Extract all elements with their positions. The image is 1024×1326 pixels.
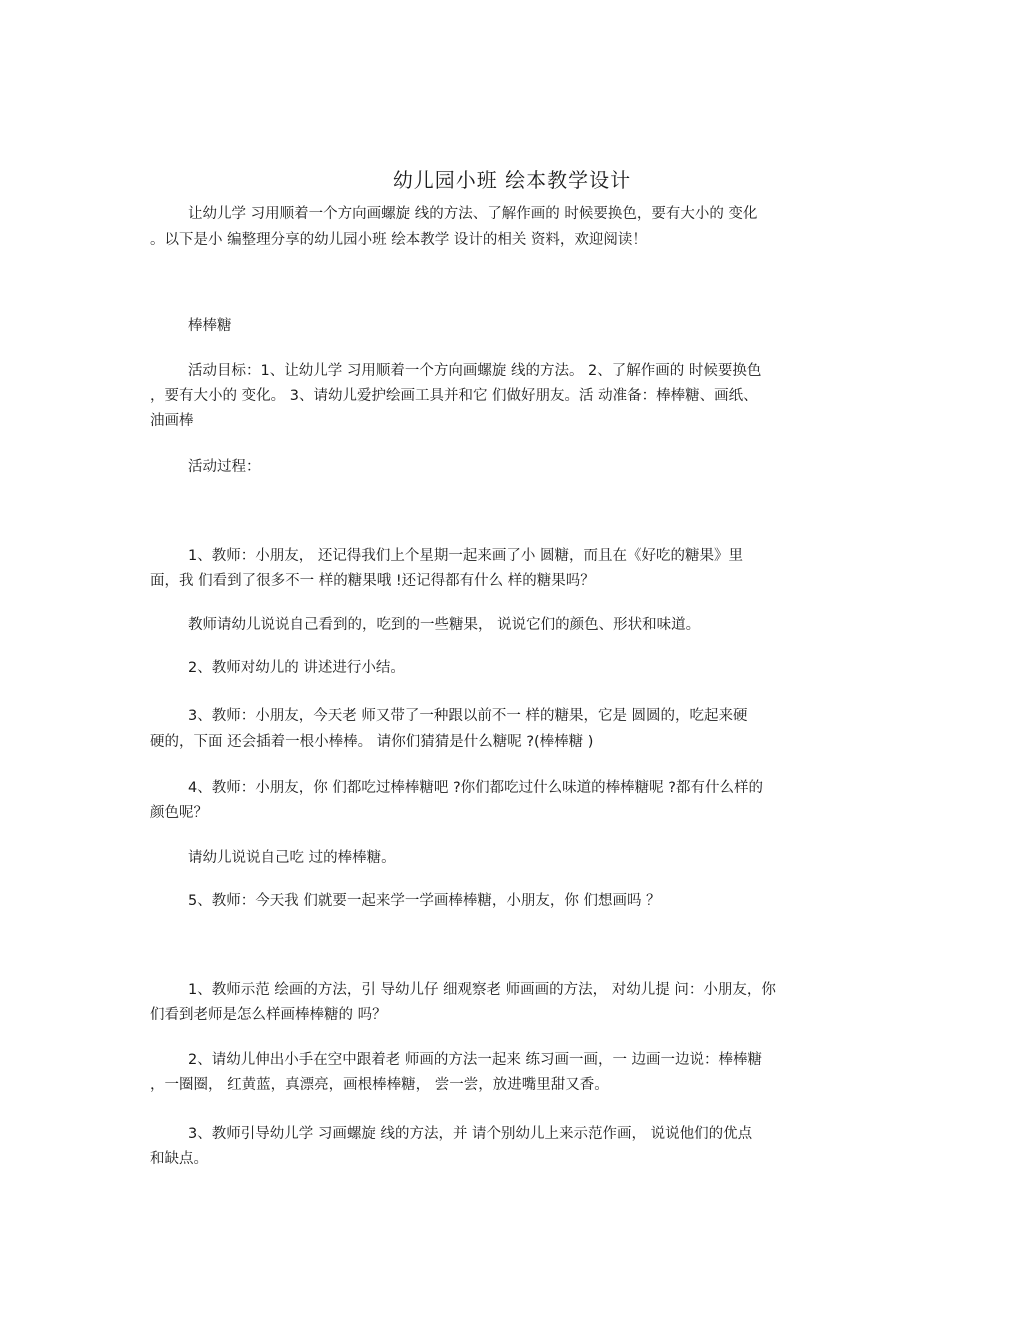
section-heading: 活动过程：	[188, 459, 261, 475]
text-line: 3、教师引导幼儿学 习画螺旋 线的方法，并 请个别幼儿上来示范作画， 说说他们的优点	[188, 1126, 753, 1142]
text-line: ，要有大小的 变化。 3、请幼儿爱护绘画工具并和它 们做好朋友。活 动准备：棒棒糖、画纸、	[150, 388, 758, 404]
section-heading: 棒棒糖	[188, 318, 232, 334]
text-line: 油画棒	[150, 413, 194, 429]
text-line: 2、教师对幼儿的 讲述进行小结。	[188, 660, 405, 676]
page-title: 幼儿园小班 绘本教学设计	[392, 168, 632, 192]
text-line: 请幼儿说说自己吃 过的棒棒糖。	[188, 850, 396, 866]
text-line: 2、请幼儿伸出小手在空中跟着老 师画的方法一起来 练习画一画，一 边画一边说：棒棒糖	[188, 1052, 763, 1068]
text-line: 让幼儿学 习用顺着一个方向画螺旋 线的方法、了解作画的 时候要换色，要有大小的 变化	[188, 206, 758, 222]
text-line: 3、教师：小朋友，今天老 师又带了一种跟以前不一 样的糖果，它是 圆圆的，吃起来硬	[188, 708, 748, 724]
text-line: 面，我 们看到了很多不一 样的糖果哦 !还记得都有什么 样的糖果吗？	[150, 573, 595, 589]
text-line: ，一圈圈， 红黄蓝，真漂亮，画根棒棒糖， 尝一尝，放进嘴里甜又香。	[150, 1077, 609, 1093]
text-line: 5、教师：今天我 们就要一起来学一学画棒棒糖，小朋友，你 们想画吗 ？	[188, 893, 661, 909]
text-line: 教师请幼儿说说自己看到的，吃到的一些糖果， 说说它们的颜色、形状和味道。	[188, 617, 701, 633]
text-line: 颜色呢？	[150, 805, 208, 821]
text-line: 1、教师：小朋友， 还记得我们上个星期一起来画了小 圆糖，而且在《好吃的糖果》里	[188, 548, 743, 564]
text-line: 活动目标：1、让幼儿学 习用顺着一个方向画螺旋 线的方法。 2、了解作画的 时候要换色	[188, 363, 762, 379]
text-line: 和缺点。	[150, 1151, 208, 1167]
text-line: 硬的，下面 还会插着一根小棒棒。 请你们猜猜是什么糖呢 ?(棒棒糖 )	[150, 734, 594, 750]
text-line: 。以下是小 编整理分享的幼儿园小班 绘本教学 设计的相关 资料，欢迎阅读！	[150, 232, 647, 248]
text-line: 1、教师示范 绘画的方法，引 导幼儿仔 细观察老 师画画的方法， 对幼儿提 问：小朋友，你	[188, 982, 776, 998]
text-line: 们看到老师是怎么样画棒棒糖的 吗？	[150, 1007, 387, 1023]
text-line: 4、教师：小朋友，你 们都吃过棒棒糖吧 ?你们都吃过什么味道的棒棒糖呢 ?都有什么样的	[188, 780, 763, 796]
